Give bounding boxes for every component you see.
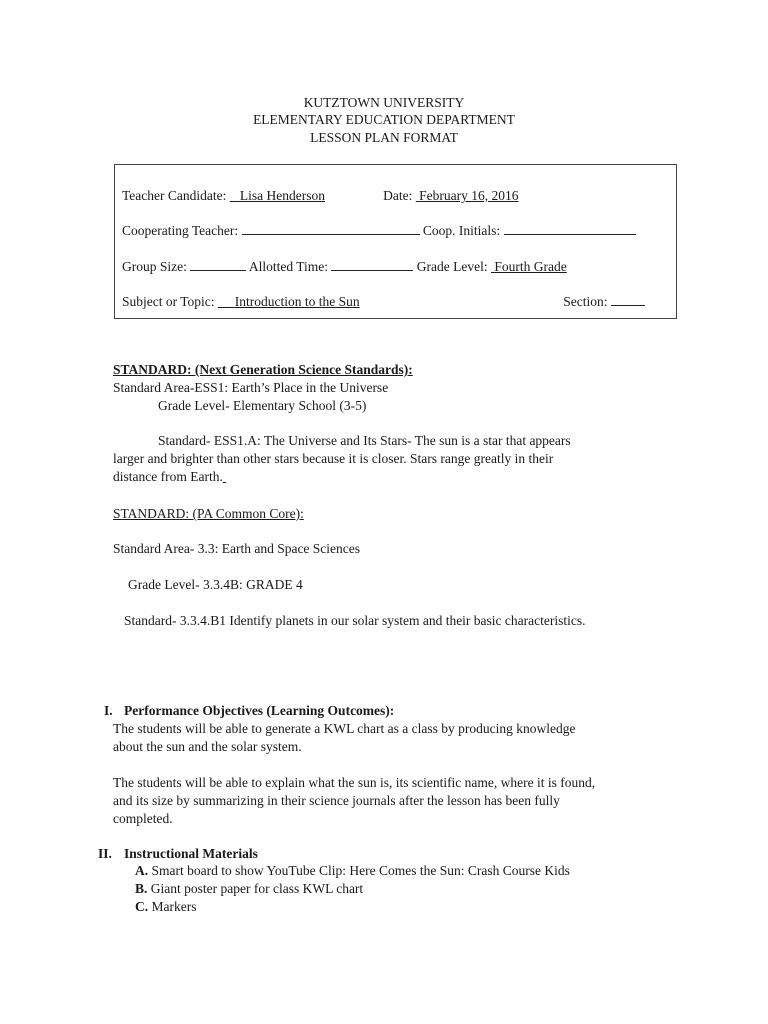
cooperating-teacher-row bbox=[122, 222, 636, 240]
department-name: ELEMENTARY EDUCATION DEPARTMENT bbox=[253, 112, 515, 127]
list-item-text: Smart board to show YouTube Clip: Here Comes the Sun: Crash Course Kids bbox=[151, 863, 570, 878]
objective-1-line2: about the sun and the solar system. bbox=[113, 739, 302, 754]
list-item bbox=[135, 880, 363, 898]
document-title: LESSON PLAN FORMAT bbox=[310, 130, 458, 145]
allotted-time-label: Allotted Time: bbox=[248, 259, 329, 274]
materials-heading: Instructional Materials bbox=[124, 846, 258, 861]
teacher-candidate-label: Teacher Candidate: bbox=[122, 188, 227, 203]
pa-standard: Standard- 3.3.4.B1 Identify planets in our solar system and their basic characteristics. bbox=[124, 613, 586, 628]
coop-initials-field[interactable] bbox=[504, 222, 636, 235]
coop-initials-label: Coop. Initials: bbox=[422, 223, 501, 238]
list-item-letter: C. bbox=[135, 899, 149, 914]
cooperating-teacher-field[interactable] bbox=[242, 222, 420, 235]
list-item-letter: A. bbox=[135, 863, 149, 878]
list-item-text: Markers bbox=[151, 899, 197, 914]
objective-2-line1: The students will be able to explain what the sun is, its scientific name, where it is found, bbox=[113, 775, 596, 790]
group-size-row bbox=[122, 258, 631, 276]
subject-label: Subject or Topic: bbox=[122, 294, 215, 309]
group-size-label: Group Size: bbox=[122, 259, 187, 274]
grade-level-value: Fourth Grade bbox=[494, 259, 567, 274]
teacher-candidate-value: Lisa Henderson bbox=[239, 188, 325, 203]
ngss-grade-level: Grade Level- Elementary School (3-5) bbox=[158, 398, 367, 413]
ngss-standard-line3: distance from Earth. bbox=[113, 469, 223, 484]
ngss-standard-line1: Standard- ESS1.A: The Universe and Its Stars- The sun is a star that appears bbox=[158, 433, 571, 448]
list-item bbox=[135, 862, 570, 880]
objectives-heading: Performance Objectives (Learning Outcomes): bbox=[124, 703, 395, 718]
list-item-letter: B. bbox=[135, 881, 148, 896]
lesson-info-box bbox=[114, 164, 677, 319]
ngss-heading: STANDARD: (Next Generation Science Standards): bbox=[113, 362, 413, 377]
list-item bbox=[135, 898, 196, 916]
date-value: February 16, 2016 bbox=[419, 188, 519, 203]
section-label: Section: bbox=[563, 294, 608, 309]
materials-number: II. bbox=[98, 846, 112, 861]
pa-heading: STANDARD: (PA Common Core): bbox=[113, 506, 304, 521]
date-label: Date: bbox=[383, 188, 413, 203]
subject-value: Introduction to the Sun bbox=[234, 294, 360, 309]
teacher-candidate-field[interactable] bbox=[230, 187, 380, 205]
list-item-text: Giant poster paper for class KWL chart bbox=[150, 881, 364, 896]
grade-level-label: Grade Level: bbox=[416, 259, 488, 274]
teacher-candidate-row bbox=[122, 187, 554, 205]
objective-2-line3: completed. bbox=[113, 811, 173, 826]
university-name: KUTZTOWN UNIVERSITY bbox=[303, 95, 465, 110]
objective-2-line2: and its size by summarizing in their science journals after the lesson has been fully bbox=[113, 793, 560, 808]
subject-row bbox=[122, 293, 645, 311]
objective-1-line1: The students will be able to generate a KWL chart as a class by producing knowledge bbox=[113, 721, 576, 736]
subject-field[interactable] bbox=[218, 293, 560, 311]
group-size-field[interactable] bbox=[190, 258, 246, 271]
pa-standard-area: Standard Area- 3.3: Earth and Space Sciences bbox=[113, 541, 361, 556]
grade-level-field[interactable] bbox=[491, 258, 631, 276]
allotted-time-field[interactable] bbox=[331, 258, 413, 271]
pa-grade-level: Grade Level- 3.3.4B: GRADE 4 bbox=[128, 577, 303, 592]
cooperating-teacher-label: Cooperating Teacher: bbox=[122, 223, 239, 238]
date-field[interactable] bbox=[416, 187, 554, 205]
ngss-standard-line2: larger and brighter than other stars because it is closer. Stars range greatly in their bbox=[113, 451, 554, 466]
section-field[interactable] bbox=[611, 293, 645, 306]
objectives-number: I. bbox=[104, 703, 113, 718]
ngss-standard-area: Standard Area-ESS1: Earth’s Place in the Universe bbox=[113, 380, 389, 395]
